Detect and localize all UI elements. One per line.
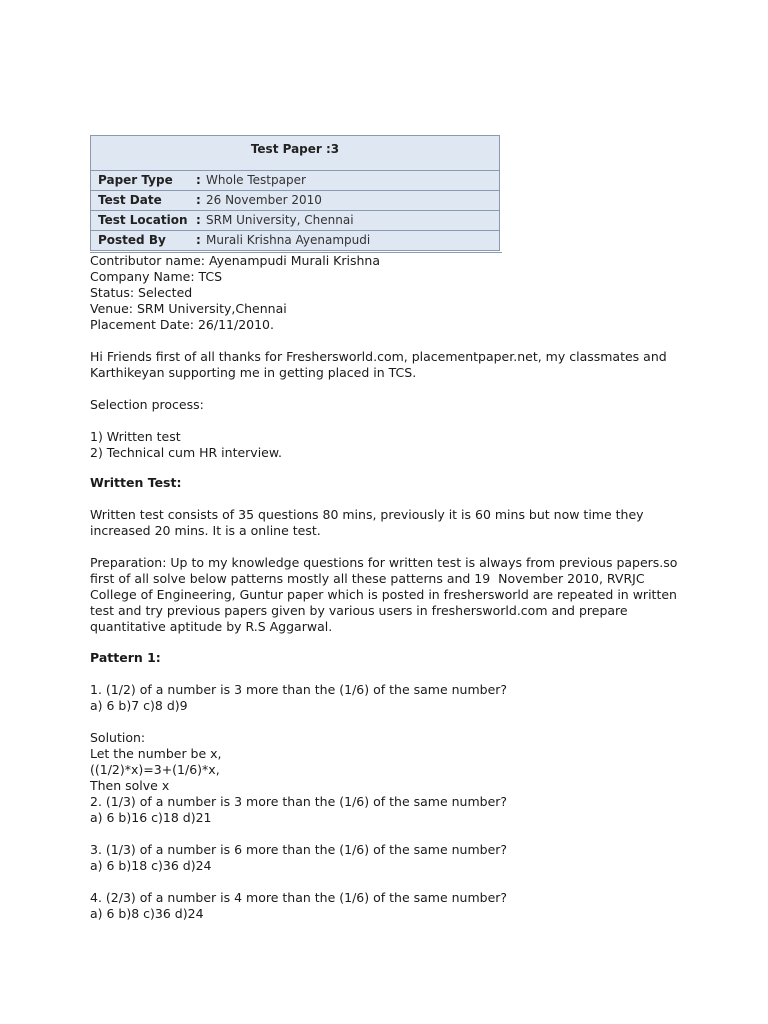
written-test-heading: Written Test: [90,475,182,490]
info-separator: : [196,193,201,207]
question-4-options: a) 6 b)8 c)36 d)24 [90,906,204,921]
venue: Venue: SRM University,Chennai [90,301,287,316]
test-info-table [90,135,500,251]
placement-date: Placement Date: 26/11/2010. [90,317,274,332]
solution-line: Solution: [90,730,146,745]
solution-line: Let the number be x, [90,746,222,761]
info-row-test-location [91,211,499,231]
question-3-options: a) 6 b)18 c)36 d)24 [90,858,212,873]
info-separator: : [196,213,201,227]
question-1: 1. (1/2) of a number is 3 more than the (1/6) of the same number? [90,682,508,697]
info-value: Whole Testpaper [206,173,306,187]
company-name: Company Name: TCS [90,269,223,284]
info-separator: : [196,173,201,187]
info-value: 26 November 2010 [206,193,322,207]
question-2: 2. (1/3) of a number is 3 more than the (1/6) of the same number? [90,794,508,809]
intro-paragraph: Hi Friends first of all thanks for Freshersworld.com, placementpaper.net, my classmates and Karthikeyan supporting me in getting placed in TCS. [90,349,671,380]
info-value: Murali Krishna Ayenampudi [206,233,371,247]
selection-item: 1) Written test [90,429,181,444]
selection-title: Selection process: [90,397,204,412]
info-row-paper-type [91,171,499,191]
info-row-posted-by [91,231,499,250]
pattern-1-heading: Pattern 1: [90,650,161,665]
solution-line: Then solve x [90,778,170,793]
info-key: Test Date [98,193,162,207]
selection-item: 2) Technical cum HR interview. [90,445,282,460]
info-key: Posted By [98,233,166,247]
contributor-name: Contributor name: Ayenampudi Murali Krishna [90,253,381,268]
info-value: SRM University, Chennai [206,213,354,227]
question-1-options: a) 6 b)7 c)8 d)9 [90,698,188,713]
question-3: 3. (1/3) of a number is 6 more than the (1/6) of the same number? [90,842,508,857]
written-test-description: Written test consists of 35 questions 80 mins, previously it is 60 mins but now time they increased 20 mins. It is a online test. [90,507,648,538]
question-2-options: a) 6 b)16 c)18 d)21 [90,810,212,825]
solution-line: ((1/2)*x)=3+(1/6)*x, [90,762,220,777]
article-body [90,253,690,922]
question-4: 4. (2/3) of a number is 4 more than the (1/6) of the same number? [90,890,508,905]
status: Status: Selected [90,285,193,300]
test-paper-title: Test Paper :3 [91,136,499,171]
info-row-test-date [91,191,499,211]
preparation-paragraph: Preparation: Up to my knowledge questions for written test is always from previous papers.so first of all solve below patterns mostly all these patterns and 19 November 2010, RVRJC College of Engineering, Guntur paper which is posted in freshersworld are repeated in written test and try previous papers given by various users in freshersworld.com and prepare quantitative aptitude by R.S Aggarwal. [90,555,682,634]
info-key: Test Location [98,213,188,227]
info-key: Paper Type [98,173,173,187]
info-separator: : [196,233,201,247]
